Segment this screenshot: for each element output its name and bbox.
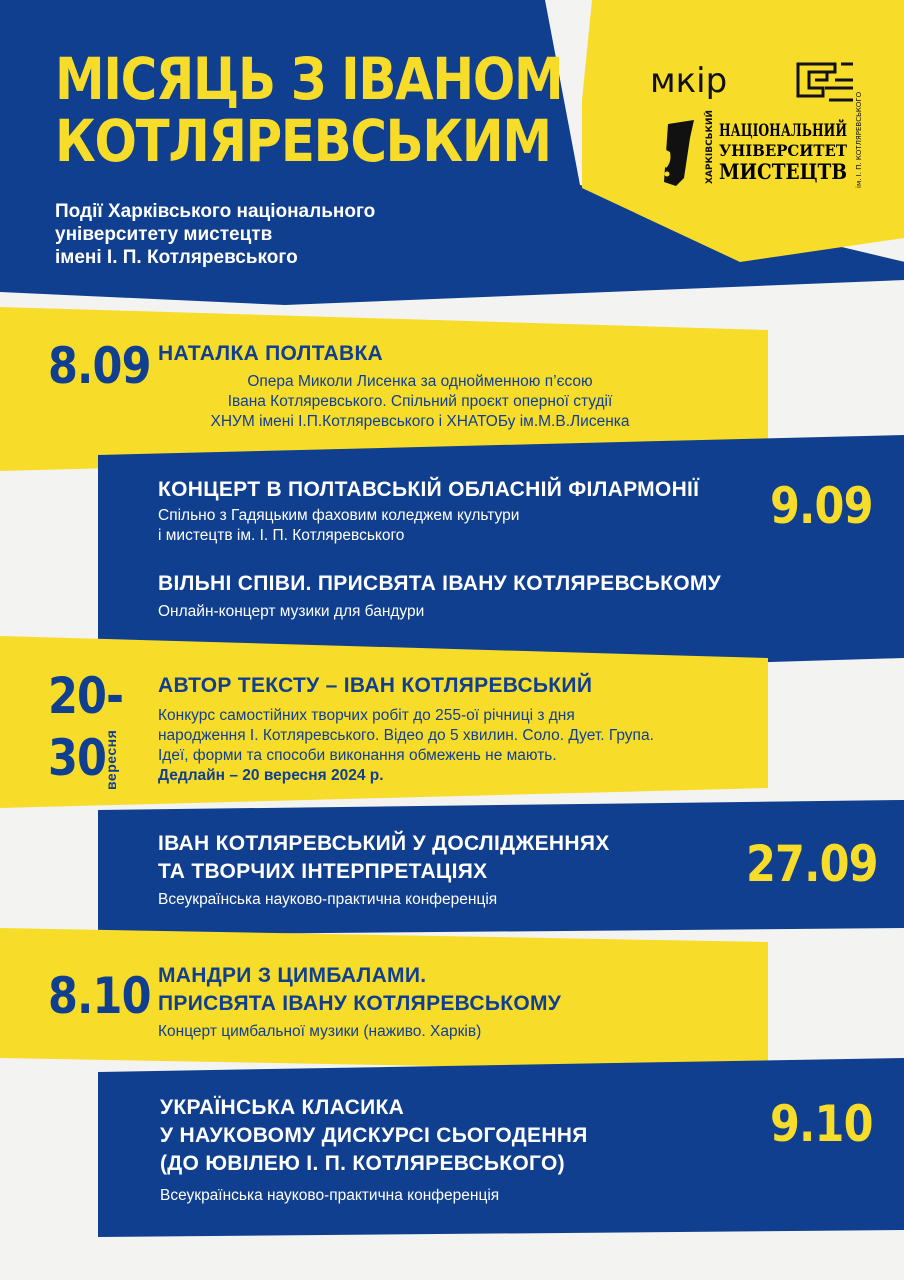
univ-side-text-2: ім. І. П. КОТЛЯРЕВСЬКОГО bbox=[855, 91, 863, 188]
univ-line-3: МИСТЕЦТВ bbox=[719, 159, 847, 184]
event-3-desc-line: Ідеї, форми та способи виконання обмежень не мають. bbox=[158, 747, 557, 764]
event-3-month: вересня bbox=[103, 729, 119, 790]
event-4-description: Всеукраїнська науково-практична конференція bbox=[158, 891, 498, 908]
event-1-title: НАТАЛКА ПОЛТАВКА bbox=[158, 342, 384, 365]
title-line-1: МІСЯЦЬ З ІВАНОМ bbox=[55, 45, 563, 113]
event-6-title-line: (ДО ЮВІЛЕЮ І. П. КОТЛЯРЕВСЬКОГО) bbox=[160, 1152, 565, 1175]
univ-line-1: НАЦІОНАЛЬНИЙ bbox=[719, 121, 896, 141]
mkip-logo bbox=[650, 62, 770, 107]
title-line-2: КОТЛЯРЕВСЬКИМ bbox=[55, 107, 551, 175]
event-5-title-line: МАНДРИ З ЦИМБАЛАМИ. bbox=[158, 964, 427, 987]
page-title bbox=[55, 45, 563, 175]
event-4-title bbox=[158, 830, 610, 886]
event-2-desc-line: і мистецтв ім. І. П. Котляревського bbox=[158, 527, 405, 544]
event-3-desc-line: Конкурс самостійних творчих робіт до 255-ої річниці з дня bbox=[158, 707, 575, 724]
event-6-description: Всеукраїнська науково-практична конференція bbox=[160, 1187, 500, 1204]
event-2-desc-line: Спільно з Гадяцьким фаховим коледжем культури bbox=[158, 507, 520, 524]
event-2-description bbox=[158, 506, 519, 546]
event-2-title: КОНЦЕРТ В ПОЛТАВСЬКІЙ ОБЛАСНІЙ ФІЛАРМОНІЇ bbox=[158, 478, 700, 501]
event-3-deadline: Дедлайн – 20 вересня 2024 р. bbox=[158, 767, 384, 784]
event-3-date-start: 20- bbox=[48, 667, 124, 725]
event-1-desc-line: Опера Миколи Лисенка за однойменною п’єсою bbox=[247, 373, 593, 390]
event-2-date: 9.09 bbox=[770, 477, 873, 535]
univ-line-2: УНІВЕРСИТЕТ bbox=[719, 141, 848, 160]
mkip-logo-text: мкір bbox=[650, 61, 728, 101]
subtitle-line-1: Події Харківського національного bbox=[55, 201, 376, 222]
event-1-date: 8.09 bbox=[48, 337, 151, 395]
event-3-desc-line: народження І. Котляревського. Відео до 5 хвилин. Соло. Дует. Група. bbox=[158, 727, 654, 744]
event-6-title bbox=[160, 1094, 588, 1178]
event-6-date: 9.10 bbox=[770, 1095, 873, 1153]
event-5-title-line: ПРИСВЯТА ІВАНУ КОТЛЯРЕВСЬКОМУ bbox=[158, 992, 562, 1015]
event-1-description bbox=[160, 372, 680, 432]
event-2b-description: Онлайн-концерт музики для бандури bbox=[158, 603, 425, 620]
event-2b-title: ВІЛЬНІ СПІВИ. ПРИСВЯТА ІВАНУ КОТЛЯРЕВСЬКОМУ bbox=[158, 572, 722, 595]
ornament-logo-icon bbox=[795, 58, 857, 111]
event-6-title-line: У НАУКОВОМУ ДИСКУРСІ СЬОГОДЕННЯ bbox=[160, 1124, 588, 1147]
event-1-desc-line: ХНУМ імені І.П.Котляревського і ХНАТОБу ім.М.В.Лисенка bbox=[210, 413, 630, 430]
univ-side-text: ХАРКІВСЬКИЙ bbox=[705, 110, 715, 184]
subtitle-line-3: імені І. П. Котляревського bbox=[55, 247, 298, 268]
event-1-desc-line: Івана Котляревського. Спільний проєкт оперної студії bbox=[227, 393, 613, 410]
event-5-description: Концерт цимбальної музики (наживо. Харків) bbox=[158, 1023, 482, 1040]
event-5-title bbox=[158, 962, 561, 1018]
event-3-title: АВТОР ТЕКСТУ – ІВАН КОТЛЯРЕВСЬКИЙ bbox=[158, 674, 593, 697]
event-4-title-line: ТА ТВОРЧИХ ІНТЕРПРЕТАЦІЯХ bbox=[158, 860, 488, 883]
event-4-date: 27.09 bbox=[746, 835, 878, 893]
subtitle-line-2: університету мистецтв bbox=[55, 224, 273, 245]
event-5-date: 8.10 bbox=[48, 967, 151, 1025]
page-subtitle bbox=[55, 200, 375, 269]
event-3-date-end: 30 bbox=[48, 729, 107, 787]
event-3-description bbox=[158, 706, 654, 786]
university-logo bbox=[650, 91, 896, 197]
event-6-title-line: УКРАЇНСЬКА КЛАСИКА bbox=[160, 1096, 405, 1119]
event-4-title-line: ІВАН КОТЛЯРЕВСЬКИЙ У ДОСЛІДЖЕННЯХ bbox=[158, 832, 610, 855]
